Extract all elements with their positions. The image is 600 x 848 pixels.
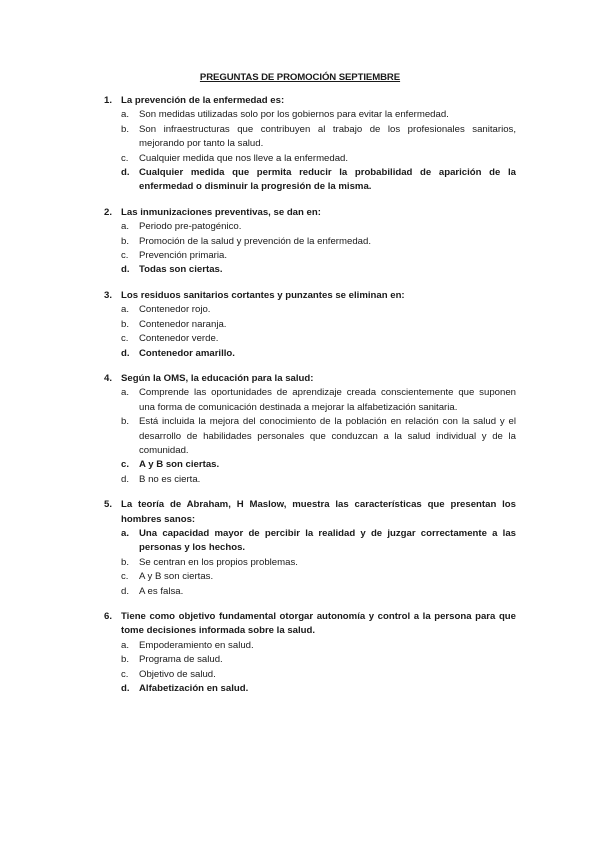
answer-option <box>121 556 516 570</box>
option-list <box>104 639 516 697</box>
option-list <box>104 220 516 278</box>
option-letter: c. <box>121 668 129 680</box>
option-letter: b. <box>121 235 130 247</box>
question-item <box>104 94 516 195</box>
answer-option <box>121 108 516 122</box>
answer-option <box>121 303 516 317</box>
option-list <box>104 303 516 361</box>
option-letter: d. <box>121 167 130 179</box>
question-heading <box>104 289 516 303</box>
answer-option <box>121 639 516 653</box>
option-list <box>104 108 516 194</box>
answer-option <box>121 473 516 487</box>
option-text: Prevención primaria. <box>139 250 227 262</box>
question-heading <box>104 610 516 639</box>
option-letter: a. <box>121 221 130 233</box>
question-item <box>104 372 516 487</box>
option-text: Programa de salud. <box>139 654 223 666</box>
option-letter: a. <box>121 527 130 539</box>
option-text: Promoción de la salud y prevención de la enfermedad. <box>139 235 371 247</box>
option-letter: a. <box>121 639 130 651</box>
option-letter: a. <box>121 387 130 399</box>
answer-option <box>121 527 516 556</box>
question-text: Los residuos sanitarios cortantes y punzantes se eliminan en: <box>121 289 405 301</box>
question-heading <box>104 498 516 527</box>
option-text: Cualquier medida que permita reducir la probabilidad de aparición de la enfermedad o disminuir la progresión de la misma. <box>139 167 516 193</box>
option-letter: c. <box>121 152 129 164</box>
option-letter: d. <box>121 347 130 359</box>
page-title: PREGUNTAS DE PROMOCIÓN SEPTIEMBRE <box>199 72 401 83</box>
answer-option <box>121 682 516 696</box>
option-letter: d. <box>121 683 130 695</box>
option-text: A es falsa. <box>139 585 184 597</box>
option-letter: a. <box>121 109 130 121</box>
answer-option <box>121 386 516 415</box>
question-number: 2. <box>104 206 113 218</box>
option-text: Son medidas utilizadas solo por los gobiernos para evitar la enfermedad. <box>139 109 449 121</box>
question-number: 4. <box>104 372 113 384</box>
answer-option <box>121 668 516 682</box>
question-item <box>104 610 516 696</box>
question-heading <box>104 372 516 386</box>
question-heading <box>104 206 516 220</box>
option-letter: c. <box>121 250 129 262</box>
question-number: 6. <box>104 611 113 622</box>
question-number: 5. <box>104 499 113 511</box>
answer-option <box>121 458 516 472</box>
answer-option <box>121 347 516 361</box>
option-text: Empoderamiento en salud. <box>139 639 254 651</box>
option-text: Todas son ciertas. <box>139 264 223 276</box>
option-letter: b. <box>121 318 130 330</box>
option-text: A y B son ciertas. <box>139 571 214 583</box>
option-letter: d. <box>121 264 130 276</box>
option-letter: c. <box>121 459 130 471</box>
option-text: Son infraestructuras que contribuyen al trabajo de los profesionales sanitarios, mejorando por tanto la salud. <box>139 123 516 150</box>
option-text: Contenedor rojo. <box>139 304 211 316</box>
question-number: 3. <box>104 289 113 301</box>
option-letter: b. <box>121 416 130 428</box>
question-text: La prevención de la enfermedad es: <box>121 95 285 106</box>
option-letter: d. <box>121 473 130 485</box>
question-text: Las inmunizaciones preventivas, se dan en: <box>121 206 321 218</box>
answer-option <box>121 415 516 458</box>
option-text: Una capacidad mayor de percibir la realidad y de juzgar correctamente a las personas y los hechos. <box>139 527 516 554</box>
option-text: Objetivo de salud. <box>139 668 216 680</box>
question-list <box>104 94 516 707</box>
option-letter: b. <box>121 123 130 135</box>
answer-option <box>121 653 516 667</box>
option-text: Contenedor naranja. <box>139 318 227 330</box>
question-number: 1. <box>104 95 113 106</box>
question-text: Tiene como objetivo fundamental otorgar autonomía y control a la persona para que tome decisiones informada sobre la salud. <box>121 611 516 637</box>
answer-option <box>121 318 516 332</box>
option-letter: a. <box>121 304 130 316</box>
option-text: A y B son ciertas. <box>139 459 220 471</box>
answer-option <box>121 332 516 346</box>
option-text: B no es cierta. <box>139 473 201 485</box>
option-letter: b. <box>121 654 130 666</box>
option-letter: c. <box>121 571 129 583</box>
answer-option <box>121 235 516 249</box>
option-text: Periodo pre-patogénico. <box>139 221 242 233</box>
option-text: Comprende las oportunidades de aprendizaje creada conscientemente que suponen una forma de comunicación destinada a mejorar la alfabetización sanitaria. <box>139 387 516 413</box>
option-text: Contenedor amarillo. <box>139 347 235 359</box>
option-text: Se centran en los propios problemas. <box>139 556 298 568</box>
question-item <box>104 289 516 361</box>
answer-option <box>121 585 516 599</box>
option-letter: c. <box>121 333 129 345</box>
answer-option <box>121 570 516 584</box>
answer-option <box>121 123 516 152</box>
answer-option <box>121 263 516 277</box>
option-text: Está incluida la mejora del conocimiento de la población en relación con la salud y el desarrollo de habilidades personales que conduzcan a la salud individual y de la comunidad. <box>139 416 516 456</box>
question-heading <box>104 94 516 108</box>
answer-option <box>121 152 516 166</box>
question-item <box>104 206 516 278</box>
answer-option <box>121 166 516 195</box>
option-letter: d. <box>121 585 130 597</box>
option-letter: b. <box>121 556 130 568</box>
question-text: Según la OMS, la educación para la salud: <box>121 372 314 384</box>
question-item <box>104 498 516 599</box>
question-text: La teoría de Abraham, H Maslow, muestra las características que presentan los hombres sanos: <box>121 499 516 525</box>
option-text: Contenedor verde. <box>139 333 219 345</box>
option-text: Cualquier medida que nos lleve a la enfermedad. <box>139 152 349 164</box>
option-list <box>104 527 516 599</box>
option-text: Alfabetización en salud. <box>139 683 249 695</box>
option-list <box>104 386 516 487</box>
answer-option <box>121 249 516 263</box>
answer-option <box>121 220 516 234</box>
